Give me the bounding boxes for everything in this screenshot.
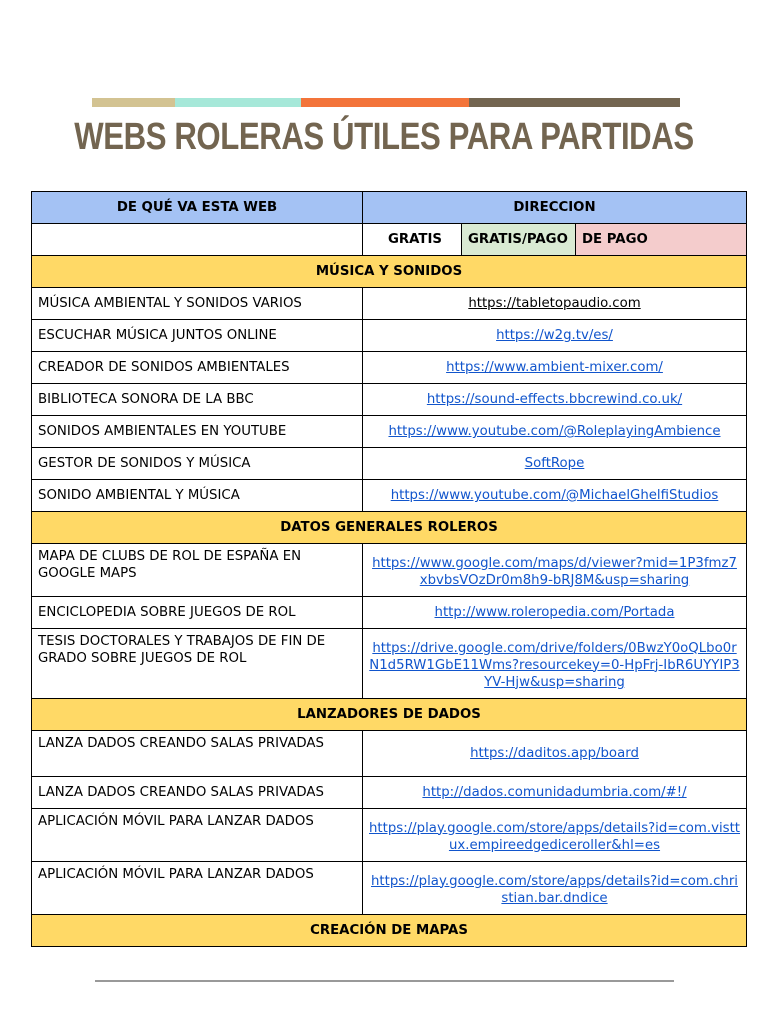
footer-divider — [95, 980, 674, 982]
row-description: BIBLIOTECA SONORA DE LA BBC — [32, 384, 363, 416]
table-row — [32, 480, 747, 512]
row-link[interactable]: https://www.youtube.com/@RoleplayingAmbience — [363, 416, 747, 448]
row-link[interactable]: https://w2g.tv/es/ — [363, 320, 747, 352]
table-row — [32, 777, 747, 809]
row-description: APLICACIÓN MÓVIL PARA LANZAR DADOS — [32, 862, 363, 915]
section-title: LANZADORES DE DADOS — [32, 699, 747, 731]
table-row — [32, 629, 747, 699]
legend-de-pago: DE PAGO — [576, 224, 747, 256]
row-link[interactable]: https://tabletopaudio.com — [363, 288, 747, 320]
header-direccion: DIRECCION — [363, 192, 747, 224]
section-title: CREACIÓN DE MAPAS — [32, 915, 747, 947]
row-description: GESTOR DE SONIDOS Y MÚSICA — [32, 448, 363, 480]
row-description: LANZA DADOS CREANDO SALAS PRIVADAS — [32, 731, 363, 777]
row-description: TESIS DOCTORALES Y TRABAJOS DE FIN DE GRADO SOBRE JUEGOS DE ROL — [32, 629, 363, 699]
table-row — [32, 862, 747, 915]
row-description: ENCICLOPEDIA SOBRE JUEGOS DE ROL — [32, 597, 363, 629]
table-row — [32, 809, 747, 862]
table-row — [32, 416, 747, 448]
color-bar-segment-brown — [469, 98, 680, 107]
row-description: LANZA DADOS CREANDO SALAS PRIVADAS — [32, 777, 363, 809]
section-header-row — [32, 699, 747, 731]
table-row — [32, 384, 747, 416]
row-description: MAPA DE CLUBS DE ROL DE ESPAÑA EN GOOGLE MAPS — [32, 544, 363, 597]
color-bar-segment-orange — [301, 98, 469, 107]
table-row — [32, 320, 747, 352]
section-header-row — [32, 512, 747, 544]
section-title: MÚSICA Y SONIDOS — [32, 256, 747, 288]
row-link[interactable]: http://www.roleropedia.com/Portada — [363, 597, 747, 629]
table-row — [32, 448, 747, 480]
row-link[interactable]: https://play.google.com/store/apps/details?id=com.visttux.empireedgediceroller&hl=es — [363, 809, 747, 862]
row-description: MÚSICA AMBIENTAL Y SONIDOS VARIOS — [32, 288, 363, 320]
row-description: APLICACIÓN MÓVIL PARA LANZAR DADOS — [32, 809, 363, 862]
color-bar-segment-mint — [175, 98, 301, 107]
row-description: ESCUCHAR MÚSICA JUNTOS ONLINE — [32, 320, 363, 352]
page-title: WEBS ROLERAS ÚTILES PARA PARTIDAS — [74, 116, 694, 158]
row-link[interactable]: https://daditos.app/board — [363, 731, 747, 777]
row-link[interactable]: http://dados.comunidadumbria.com/#!/ — [363, 777, 747, 809]
row-link[interactable]: https://www.google.com/maps/d/viewer?mid=1P3fmz7xbvbsVOzDr0m8h9-bRJ8M&usp=sharing — [363, 544, 747, 597]
row-link[interactable]: https://www.youtube.com/@MichaelGhelfiStudios — [363, 480, 747, 512]
table-header-row — [32, 192, 747, 224]
table-row — [32, 544, 747, 597]
table-row — [32, 597, 747, 629]
color-bar-segment-tan — [92, 98, 175, 107]
row-description: SONIDOS AMBIENTALES EN YOUTUBE — [32, 416, 363, 448]
section-header-row — [32, 915, 747, 947]
table-row — [32, 288, 747, 320]
row-description: CREADOR DE SONIDOS AMBIENTALES — [32, 352, 363, 384]
section-header-row — [32, 256, 747, 288]
row-link[interactable]: SoftRope — [363, 448, 747, 480]
decorative-color-bar — [92, 98, 680, 107]
section-title: DATOS GENERALES ROLEROS — [32, 512, 747, 544]
legend-gratis-pago: GRATIS/PAGO — [462, 224, 576, 256]
table-row — [32, 731, 747, 777]
table-row — [32, 352, 747, 384]
row-description: SONIDO AMBIENTAL Y MÚSICA — [32, 480, 363, 512]
legend-empty-cell — [32, 224, 363, 256]
legend-row — [32, 224, 747, 256]
legend-gratis: GRATIS — [363, 224, 462, 256]
header-desc: DE QUÉ VA ESTA WEB — [32, 192, 363, 224]
row-link[interactable]: https://drive.google.com/drive/folders/0BwzY0oQLbo0rN1d5RW1GbE11Wms?resourcekey=0-HpFrj-IbR6UYYIP3YV-Hjw&usp=sharing — [363, 629, 747, 699]
links-table — [31, 191, 747, 947]
row-link[interactable]: https://www.ambient-mixer.com/ — [363, 352, 747, 384]
row-link[interactable]: https://sound-effects.bbcrewind.co.uk/ — [363, 384, 747, 416]
row-link[interactable]: https://play.google.com/store/apps/details?id=com.christian.bar.dndice — [363, 862, 747, 915]
